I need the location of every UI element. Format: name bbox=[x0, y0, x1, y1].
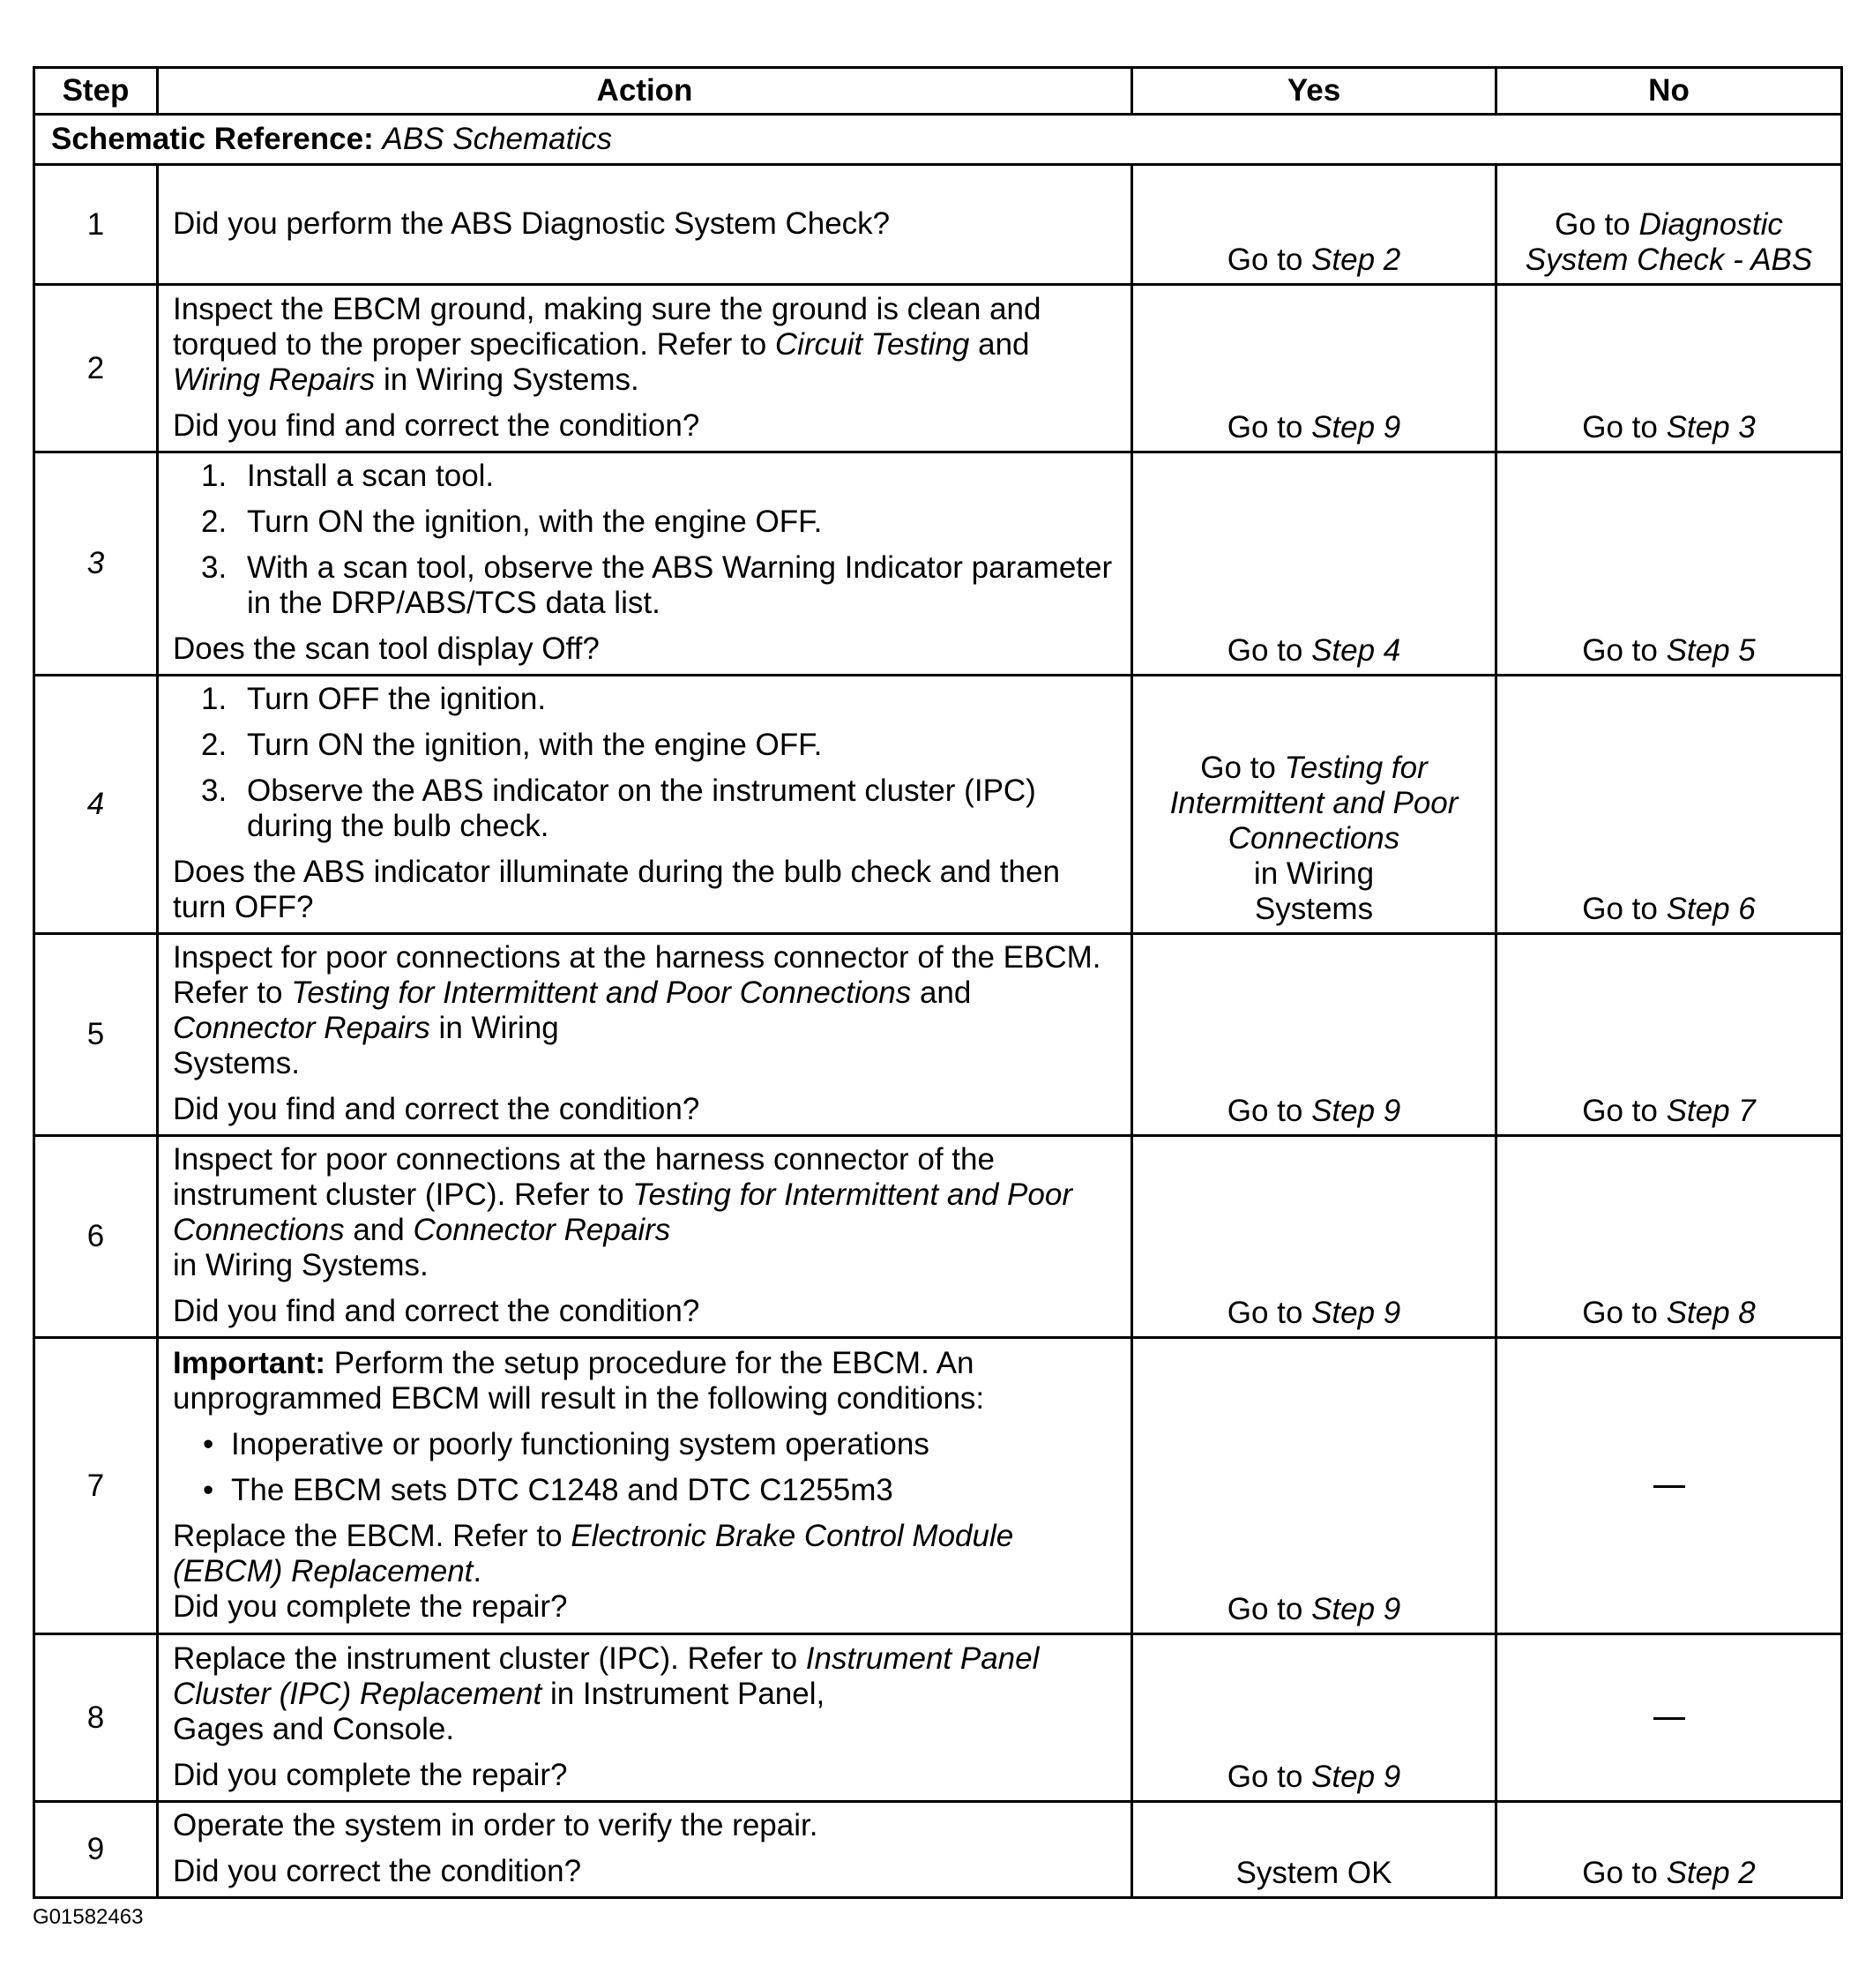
instruction-text: and bbox=[919, 975, 972, 1010]
instruction-text: in Wiring bbox=[438, 1011, 559, 1045]
instruction-text: in Wiring Systems. bbox=[173, 1248, 429, 1282]
reference-link[interactable]: Instrument Panel Cluster (IPC) Replacement bbox=[173, 1640, 1040, 1711]
instruction-text: and bbox=[353, 1213, 405, 1247]
action-cell bbox=[158, 452, 1132, 676]
instruction-text: Gages and Console. bbox=[173, 1711, 455, 1746]
question: Did you complete the repair? bbox=[173, 1588, 568, 1624]
yes-text: System OK bbox=[1235, 1856, 1392, 1890]
go-to-label: Go to bbox=[1582, 1856, 1658, 1890]
action-cell bbox=[158, 285, 1132, 452]
action-cell bbox=[158, 165, 1132, 285]
no-cell bbox=[1496, 165, 1842, 285]
no-link[interactable]: Step 8 bbox=[1666, 1296, 1756, 1330]
reference-link[interactable]: Wiring Repairs bbox=[173, 362, 376, 397]
no-cell bbox=[1496, 1136, 1842, 1338]
yes-cell bbox=[1132, 676, 1496, 934]
yes-link-continued[interactable]: Intermittent and Poor bbox=[1169, 786, 1459, 820]
dash-icon bbox=[1653, 1717, 1685, 1720]
action-cell bbox=[158, 934, 1132, 1136]
reference-link[interactable]: Testing for Intermittent and Poor Connections bbox=[173, 1177, 1072, 1247]
yes-link[interactable]: Step 4 bbox=[1311, 633, 1401, 668]
yes-text: Systems bbox=[1254, 892, 1374, 926]
question: Does the scan tool display Off? bbox=[173, 632, 600, 666]
reference-link[interactable]: Electronic Brake Control Module (EBCM) Replacement bbox=[173, 1518, 1014, 1588]
yes-link[interactable]: Step 9 bbox=[1311, 410, 1401, 445]
bullet-list bbox=[173, 1427, 1120, 1508]
yes-cell bbox=[1132, 1338, 1496, 1634]
yes-cell bbox=[1132, 934, 1496, 1136]
yes-cell bbox=[1132, 1802, 1496, 1898]
list-number: 3. bbox=[201, 774, 228, 808]
instruction-text: . bbox=[473, 1553, 482, 1588]
instruction-text: and bbox=[978, 326, 1030, 362]
table-row-step-5 bbox=[34, 934, 1842, 1136]
instruction-text: Replace the EBCM. Refer to bbox=[173, 1518, 563, 1553]
go-to-label: Go to bbox=[1582, 1094, 1658, 1128]
no-link[interactable]: Step 2 bbox=[1666, 1856, 1756, 1890]
table-row-step-1 bbox=[34, 165, 1842, 285]
action-cell bbox=[158, 1634, 1132, 1802]
question: Did you find and correct the condition? bbox=[173, 407, 700, 443]
action-cell bbox=[158, 676, 1132, 934]
dash-icon bbox=[1653, 1485, 1685, 1488]
go-to-label: Go to bbox=[1227, 1296, 1303, 1330]
list-item bbox=[173, 728, 1120, 763]
question: Does the ABS indicator illuminate during the bulb check and then turn OFF? bbox=[173, 855, 1060, 924]
go-to-label: Go to bbox=[1227, 243, 1303, 277]
step-number: 2 bbox=[34, 285, 158, 452]
list-text: Observe the ABS indicator on the instrument cluster (IPC) during the bulb check. bbox=[247, 774, 1036, 843]
list-item bbox=[173, 459, 1120, 494]
diagnostic-table bbox=[33, 66, 1843, 1899]
instruction-text: Systems. bbox=[173, 1046, 300, 1080]
list-text: Install a scan tool. bbox=[247, 459, 495, 493]
no-link[interactable]: Step 7 bbox=[1666, 1094, 1756, 1128]
no-link[interactable]: Step 6 bbox=[1666, 892, 1756, 926]
important-note bbox=[173, 1346, 1120, 1416]
reference-link[interactable]: Connector Repairs bbox=[413, 1213, 671, 1247]
list-number: 2. bbox=[201, 728, 228, 762]
list-item bbox=[173, 774, 1120, 844]
go-to-label: Go to bbox=[1582, 1296, 1658, 1330]
schematic-reference-row bbox=[34, 115, 1842, 165]
reference-link[interactable]: Circuit Testing bbox=[774, 326, 970, 362]
list-text: Turn OFF the ignition. bbox=[247, 682, 547, 716]
go-to-label: Go to bbox=[1227, 410, 1303, 445]
instruction bbox=[173, 1519, 1120, 1589]
table-row-step-4 bbox=[34, 676, 1842, 934]
no-cell bbox=[1496, 676, 1842, 934]
question: Did you complete the repair? bbox=[173, 1757, 568, 1792]
table-row-step-6 bbox=[34, 1136, 1842, 1338]
yes-link[interactable]: Testing for bbox=[1284, 751, 1428, 785]
list-item bbox=[173, 682, 1120, 717]
no-cell bbox=[1496, 285, 1842, 452]
list-number: 3. bbox=[201, 550, 228, 585]
instruction-text: in Wiring Systems. bbox=[383, 362, 639, 397]
go-to-label: Go to bbox=[1227, 633, 1303, 668]
instruction bbox=[173, 1142, 1120, 1283]
question: Did you find and correct the condition? bbox=[173, 1092, 700, 1126]
action-cell bbox=[158, 1136, 1132, 1338]
important-text: Perform the setup procedure for the EBCM. An unprogrammed EBCM will result in the following conditions: bbox=[173, 1345, 985, 1416]
yes-link-continued[interactable]: Connections bbox=[1228, 821, 1400, 856]
yes-cell bbox=[1132, 285, 1496, 452]
go-to-label: Go to bbox=[1555, 207, 1630, 242]
list-text: The EBCM sets DTC C1248 and DTC C1255m3 bbox=[231, 1472, 893, 1507]
reference-link[interactable]: Connector Repairs bbox=[173, 1011, 430, 1045]
no-cell bbox=[1496, 1634, 1842, 1802]
instruction bbox=[173, 940, 1120, 1081]
no-cell bbox=[1496, 934, 1842, 1136]
no-link-continued[interactable]: System Check - ABS bbox=[1525, 243, 1813, 277]
no-link[interactable]: Step 5 bbox=[1666, 633, 1756, 668]
schematic-reference bbox=[34, 115, 1842, 165]
step-number: 4 bbox=[34, 676, 158, 934]
bullet-icon: • bbox=[203, 1426, 214, 1461]
yes-cell bbox=[1132, 452, 1496, 676]
go-to-label: Go to bbox=[1582, 892, 1658, 926]
list-number: 1. bbox=[201, 682, 228, 716]
table-row-step-3 bbox=[34, 452, 1842, 676]
step-number: 6 bbox=[34, 1136, 158, 1338]
go-to-label: Go to bbox=[1582, 633, 1658, 668]
list-item bbox=[173, 1473, 1120, 1508]
go-to-label: Go to bbox=[1227, 1094, 1303, 1128]
instruction-text: Inspect for poor connections at the harness connector of the EBCM. Refer to bbox=[173, 940, 1101, 1010]
yes-link[interactable]: Step 2 bbox=[1311, 243, 1401, 277]
table-row-step-8 bbox=[34, 1634, 1842, 1802]
yes-link[interactable]: Step 9 bbox=[1311, 1592, 1401, 1626]
header-no: No bbox=[1496, 68, 1842, 115]
step-number: 8 bbox=[34, 1634, 158, 1802]
list-text: Turn ON the ignition, with the engine OFF. bbox=[247, 728, 823, 762]
yes-text: in Wiring bbox=[1253, 856, 1375, 891]
yes-cell bbox=[1132, 1136, 1496, 1338]
numbered-list bbox=[173, 682, 1120, 844]
go-to-label: Go to bbox=[1200, 751, 1276, 785]
question: Did you correct the condition? bbox=[173, 1854, 582, 1888]
yes-link[interactable]: Step 9 bbox=[1311, 1094, 1401, 1128]
numbered-list bbox=[173, 459, 1120, 621]
go-to-label: Go to bbox=[1227, 1592, 1303, 1626]
list-number: 1. bbox=[201, 459, 228, 493]
action-cell bbox=[158, 1338, 1132, 1634]
schematic-link[interactable]: ABS Schematics bbox=[382, 122, 613, 156]
instruction-text: in Instrument Panel, bbox=[549, 1676, 825, 1711]
no-cell bbox=[1496, 1338, 1842, 1634]
list-text: Turn ON the ignition, with the engine OFF. bbox=[247, 504, 823, 539]
step-number: 3 bbox=[34, 452, 158, 676]
important-label: Important: bbox=[173, 1345, 326, 1380]
instruction bbox=[173, 1641, 1120, 1747]
table-row-step-9 bbox=[34, 1802, 1842, 1898]
list-text: With a scan tool, observe the ABS Warning Indicator parameter in the DRP/ABS/TCS data list. bbox=[247, 550, 1113, 620]
yes-link[interactable]: Step 9 bbox=[1311, 1760, 1401, 1794]
no-link[interactable]: Step 3 bbox=[1666, 410, 1756, 445]
header-yes: Yes bbox=[1132, 68, 1496, 115]
question: Did you perform the ABS Diagnostic System Check? bbox=[173, 206, 891, 241]
no-link[interactable]: Diagnostic bbox=[1638, 207, 1783, 242]
list-text: Inoperative or poorly functioning system operations bbox=[231, 1426, 929, 1461]
header-action: Action bbox=[158, 68, 1132, 115]
list-item bbox=[173, 504, 1120, 540]
figure-id: G01582463 bbox=[33, 1905, 144, 1929]
instruction-text: Inspect for poor connections at the harness connector of the instrument cluster (IPC). Refer to bbox=[173, 1142, 995, 1212]
go-to-label: Go to bbox=[1582, 410, 1658, 445]
instruction bbox=[173, 292, 1120, 398]
go-to-label: Go to bbox=[1227, 1760, 1303, 1794]
reference-link[interactable]: Testing for Intermittent and Poor Connections bbox=[291, 975, 912, 1010]
yes-link[interactable]: Step 9 bbox=[1311, 1296, 1401, 1330]
no-cell bbox=[1496, 452, 1842, 676]
schematic-label: Schematic Reference: bbox=[51, 122, 374, 156]
list-item bbox=[173, 1427, 1120, 1462]
no-cell bbox=[1496, 1802, 1842, 1898]
step-number: 5 bbox=[34, 934, 158, 1136]
header-row bbox=[34, 68, 1842, 115]
question: Did you find and correct the condition? bbox=[173, 1294, 700, 1328]
action-cell bbox=[158, 1802, 1132, 1898]
table-row-step-2 bbox=[34, 285, 1842, 452]
yes-cell bbox=[1132, 165, 1496, 285]
step-number: 9 bbox=[34, 1802, 158, 1898]
list-item bbox=[173, 550, 1120, 621]
instruction-text: Replace the instrument cluster (IPC). Refer to bbox=[173, 1640, 798, 1676]
table-row-step-7 bbox=[34, 1338, 1842, 1634]
header-step: Step bbox=[34, 68, 158, 115]
step-number: 7 bbox=[34, 1338, 158, 1634]
list-number: 2. bbox=[201, 504, 228, 539]
step-number: 1 bbox=[34, 165, 158, 285]
instruction-text: Inspect the EBCM ground, making sure the ground is clean and torqued to the proper specification. Refer to bbox=[173, 291, 1041, 362]
yes-cell bbox=[1132, 1634, 1496, 1802]
bullet-icon: • bbox=[203, 1472, 214, 1507]
instruction: Operate the system in order to verify the repair. bbox=[173, 1808, 818, 1842]
